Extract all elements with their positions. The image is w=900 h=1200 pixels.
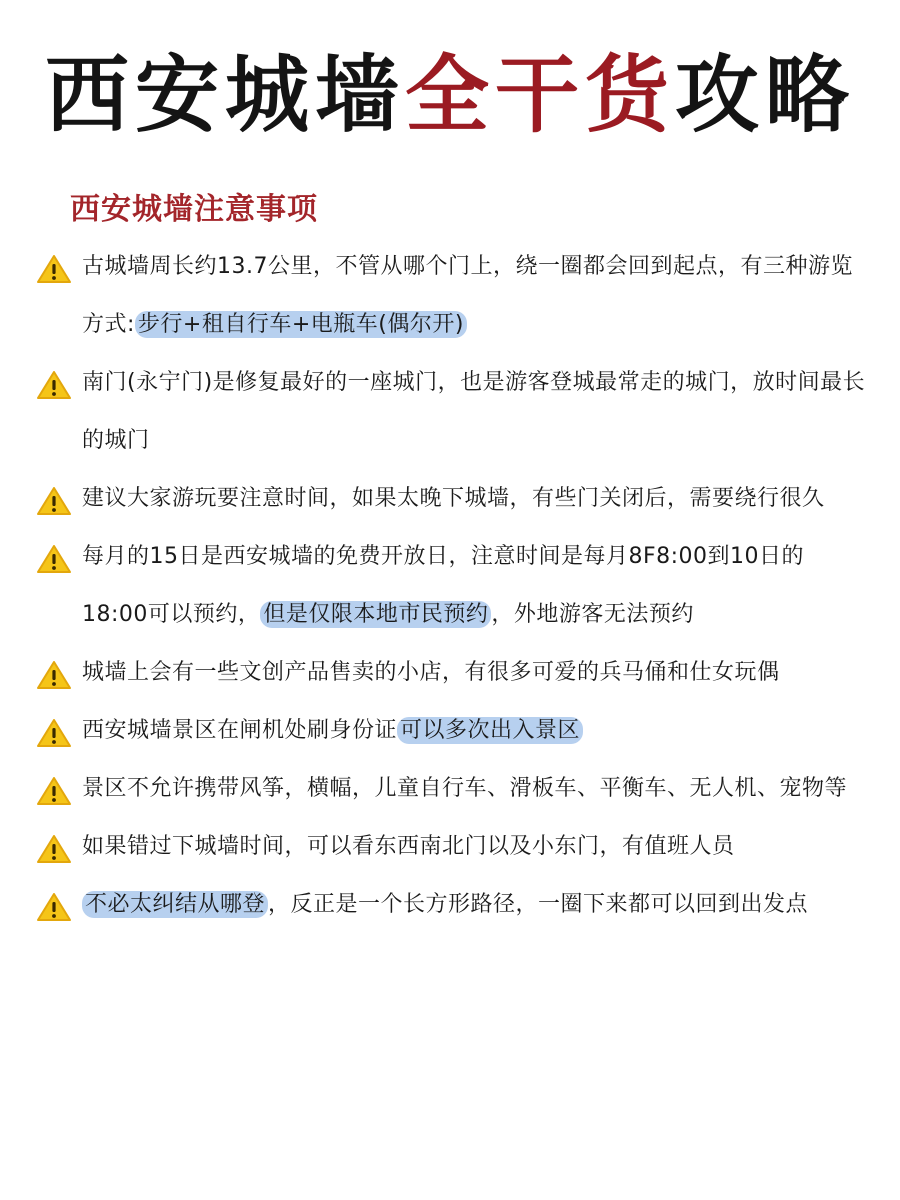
note-highlight: 步行+租自行车+电瓶车(偶尔开): [135, 311, 467, 338]
warning-icon: [36, 892, 72, 922]
note-text: 城墙上会有一些文创产品售卖的小店，有很多可爱的兵马俑和仕女玩偶: [82, 660, 780, 685]
warning-icon: [36, 776, 72, 806]
note-item: [36, 760, 866, 818]
note-text-tail: ，外地游客无法预约: [491, 602, 694, 627]
note-text: 建议大家游玩要注意时间，如果太晚下城墙，有些门关闭后，需要绕行很久: [82, 486, 825, 511]
section-heading: 西安城墙注意事项: [70, 192, 318, 227]
note-text: 如果错过下城墙时间，可以看东西南北门以及小东门，有值班人员: [82, 834, 735, 859]
note-highlight: 但是仅限本地市民预约: [260, 601, 491, 628]
note-highlight: 不必太纠结从哪登: [82, 891, 268, 918]
warning-icon: [36, 254, 72, 284]
warning-icon: [36, 370, 72, 400]
note-item: [36, 238, 866, 354]
warning-icon: [36, 544, 72, 574]
title-part-1: 西安城墙: [44, 46, 405, 144]
note-text-tail: ，反正是一个长方形路径，一圈下来都可以回到出发点: [268, 892, 809, 917]
note-item: [36, 644, 866, 702]
note-item: [36, 876, 866, 934]
note-item: [36, 528, 866, 644]
note-item: [36, 818, 866, 876]
note-text: 南门(永宁门)是修复最好的一座城门，也是游客登城最常走的城门，放时间最长的城门: [82, 370, 866, 453]
note-text: 每月的15日是西安城墙的免费开放日，注意时间是每月8F8:00到10日的18:00可以预约，: [82, 544, 805, 627]
warning-icon: [36, 834, 72, 864]
title-part-3: 攻略: [675, 46, 856, 144]
warning-icon: [36, 718, 72, 748]
page-title: [0, 40, 900, 150]
note-text: 古城墙周长约13.7公里，不管从哪个门上，绕一圈都会回到起点，有三种游览方式:: [82, 254, 853, 337]
note-item: [36, 702, 866, 760]
note-highlight: 可以多次出入景区: [397, 717, 583, 744]
title-part-2: 全干货: [404, 46, 675, 144]
note-text: 景区不允许携带风筝，横幅，儿童自行车、滑板车、平衡车、无人机、宠物等: [82, 776, 848, 801]
warning-icon: [36, 660, 72, 690]
notes-list: [36, 238, 866, 934]
note-item: [36, 354, 866, 470]
warning-icon: [36, 486, 72, 516]
note-text: 西安城墙景区在闸机处刷身份证: [82, 718, 398, 743]
note-item: [36, 470, 866, 528]
